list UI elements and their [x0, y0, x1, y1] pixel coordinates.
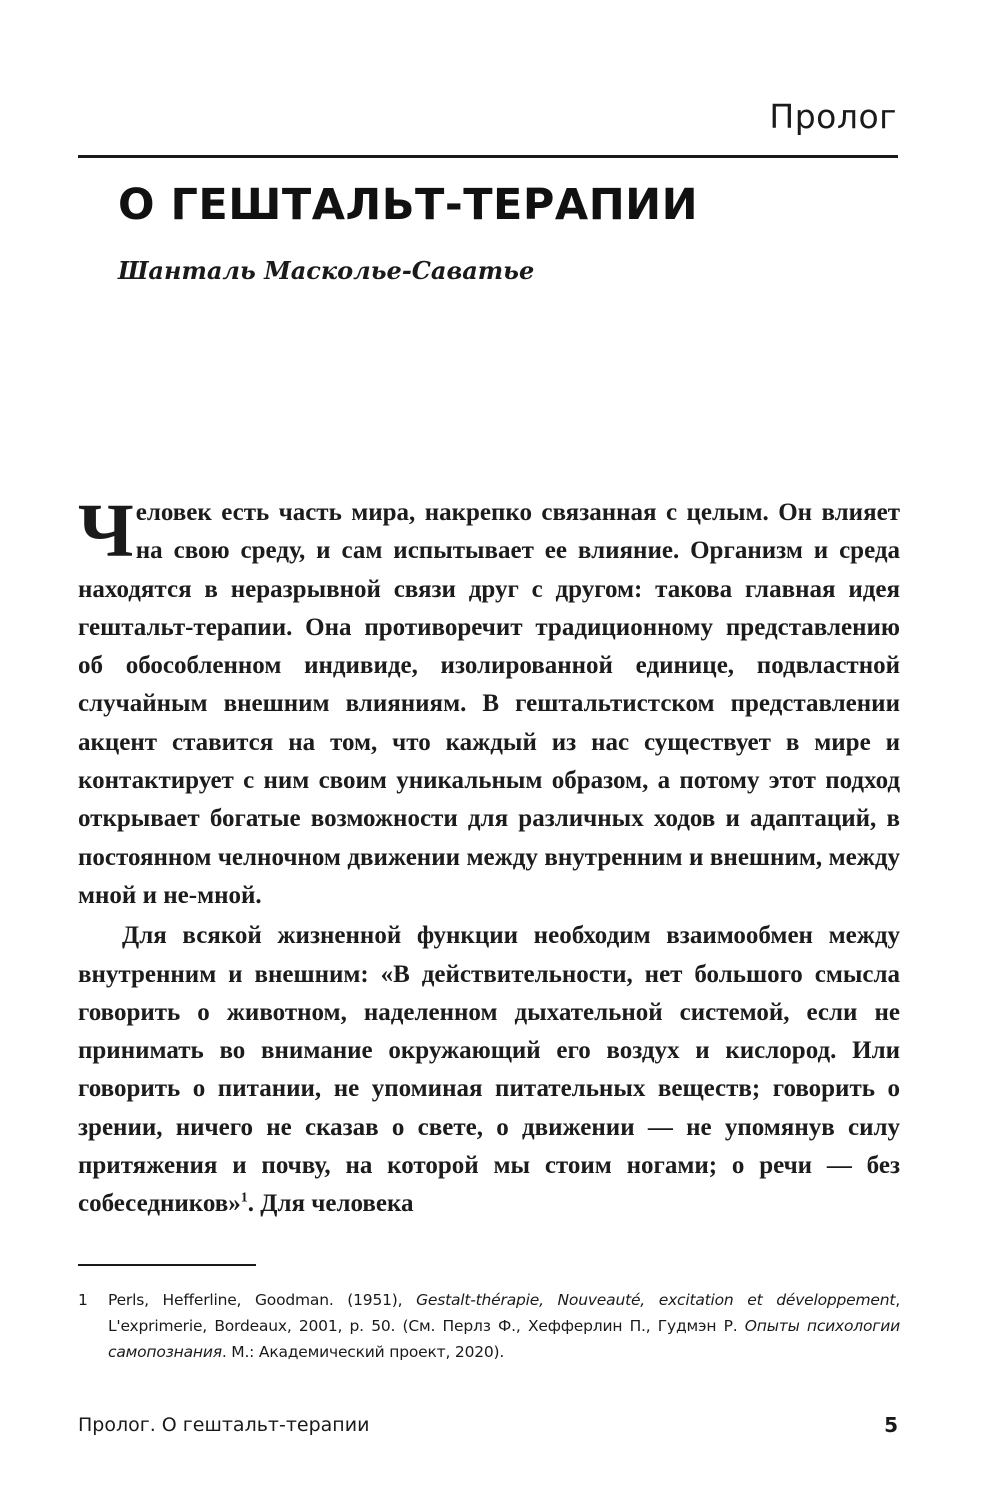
footnote-number: 1: [78, 1291, 88, 1309]
paragraph-1-text: еловек есть часть мира, накрепко связанная с целым. Он влияет на свою среду, и сам испытывает ее влияние. Организм и среда находятся в неразрывной связи друг с другом: такова главная идея гештальт-терапии. Она противоречит традиционному представлению об обособленном индивиде, изолированной единице, подвластной случайным внешним влияниям. В гештальтистском представлении акцент ставится на том, что каждый из нас существует в мире и контактирует с ним своим уникальным образом, а потому этот подход открывает богатые возможности для различных ходов и адаптаций, в постоянном челночном движении между внутренним и внешним, между мной и не-мной.: [78, 499, 900, 909]
footer-running-title: Пролог. О гештальт-терапии: [78, 1414, 370, 1436]
footnote-work-title: Gestalt-thérapie, Nouveauté, excitation et développement: [416, 1291, 896, 1309]
paragraph-2-text: Для всякой жизненной функции необходим взаимообмен между внутренним и внешним: «В действительности, нет большого смысла говорить о животном, наделенном дыхательной системой, если не принимать во внимание окружающий его воздух и кислород. Или говорить о питании, не упоминая питательных веществ; говорить о зрении, ничего не сказав о свете, о движении — не упомянув силу притяжения и почву, на которой мы стоим ногами; о речи — без собеседников»: [78, 922, 900, 1218]
paragraph-1: [78, 489, 900, 915]
header-rule: [78, 155, 898, 158]
drop-cap: Ч: [78, 489, 134, 573]
footnote-reference[interactable]: 1: [240, 1191, 248, 1207]
chapter-title: О ГЕШТАЛЬТ-ТЕРАПИИ: [118, 180, 699, 230]
page-number: 5: [884, 1413, 898, 1437]
footnote-text: [108, 1287, 900, 1365]
paragraph-2-tail: . Для человека: [247, 1190, 414, 1218]
footnote-rule: [78, 1264, 256, 1266]
chapter-author: Шанталь Масколье-Саватье: [118, 256, 535, 285]
footnote-ru-publisher: . М.: Академический проект, 2020).: [221, 1343, 505, 1361]
footnote: [78, 1287, 900, 1365]
section-label: Пролог: [769, 97, 897, 136]
body-text: [78, 489, 900, 1224]
footnote-ru-title: Опыты психологии самопознания: [108, 1317, 900, 1361]
footnote-authors: Perls, Hefferline, Goodman. (1951),: [108, 1291, 417, 1309]
footnote-publisher: , L'exprimerie, Bordeaux, 2001, p. 50. (См. Перлз Ф., Хефферлин П., Гудмэн Р.: [108, 1291, 900, 1335]
paragraph-2: [78, 917, 900, 1223]
